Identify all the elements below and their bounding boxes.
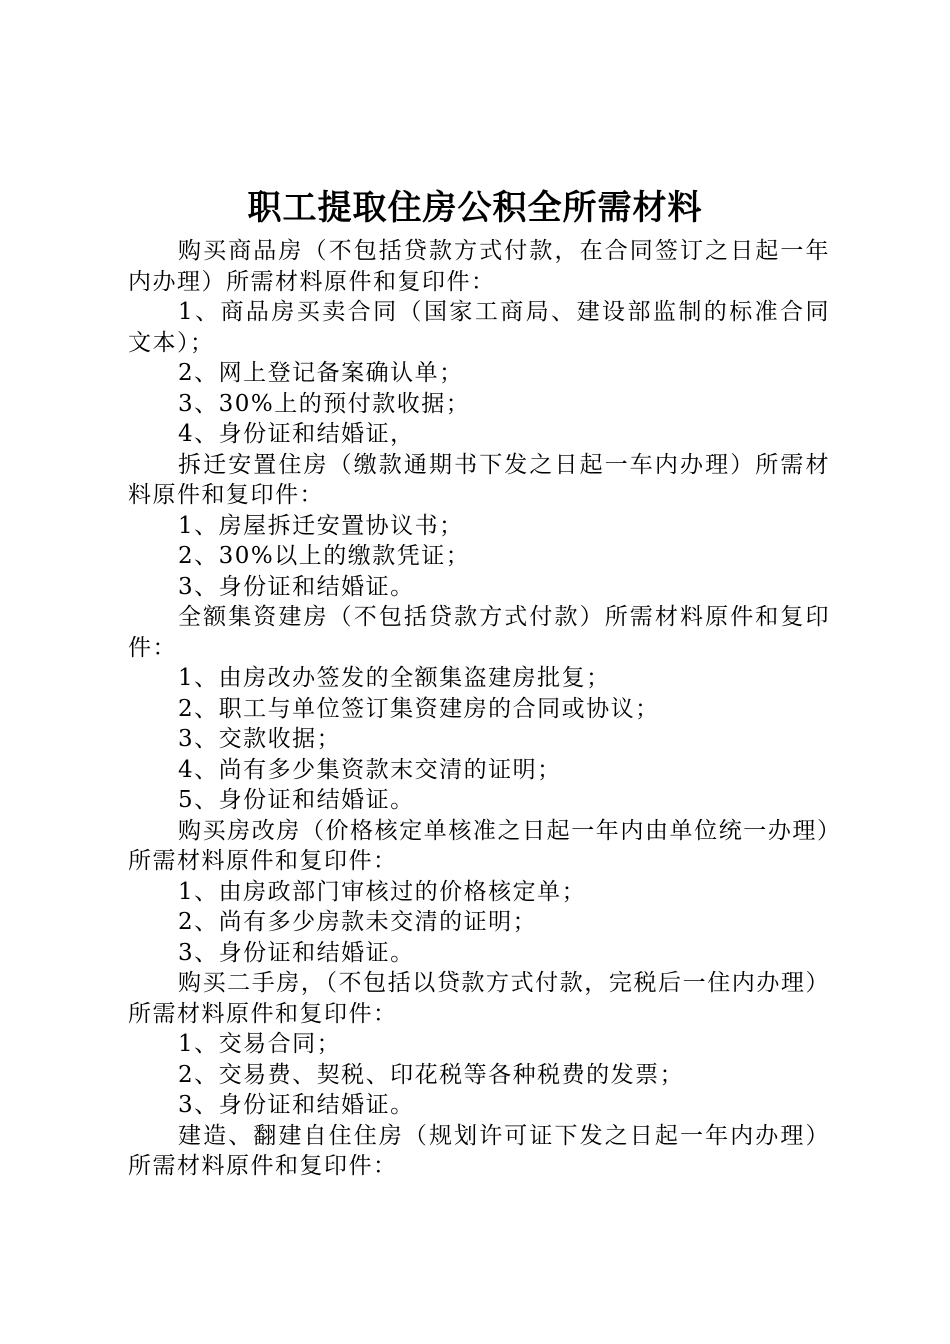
list-item: 2、尚有多少房款未交清的证明； <box>178 909 538 935</box>
list-item: 1、房屋拆迁安置协议书； <box>178 512 464 539</box>
paragraph: 拆迁安置住房（缴款通期书下发之日起一车内办理）所需材料原件和复印件： <box>128 451 830 508</box>
paragraph: 购买二手房，（不包括以贷款方式付款，完税后一住内办理）所需材料原件和复印件： <box>128 970 830 1027</box>
paragraph: 1、商品房买卖合同（国家工商局、建设部监制的标准合同文本）； <box>128 299 830 356</box>
list-item: 1、由房改办签发的全额集盗建房批复； <box>178 665 611 691</box>
paragraph: 建造、翻建自住住房（规划许可证下发之日起一年内办理）所需材料原件和复印件： <box>128 1122 830 1179</box>
list-item: 1、交易合同； <box>178 1031 342 1057</box>
list-item: 3、交款收据； <box>178 726 342 752</box>
list-item: 1、由房政部门审核过的价格核定单； <box>178 878 587 905</box>
paragraph: 购买房改房（价格核定单核准之日起一年内由单位统一办理）所需材料原件和复印件： <box>128 817 830 874</box>
paragraph: 全额集资建房（不包括贷款方式付款）所需材料原件和复印件： <box>128 604 830 661</box>
list-item: 4、尚有多少集资款末交清的证明； <box>178 756 562 783</box>
list-item: 2、职工与单位签订集资建房的合同或协议； <box>178 695 660 722</box>
list-item: 3、30%上的预付款收据； <box>178 390 471 417</box>
list-item: 3、身份证和结婚证。 <box>178 573 415 600</box>
document-body <box>128 236 830 1182</box>
list-item: 2、交易费、契税、印花税等各种税费的发票； <box>178 1061 685 1088</box>
document-title: 职工提取住房公积全所需材料 <box>247 188 703 228</box>
list-item: 3、身份证和结婚证。 <box>178 1092 415 1118</box>
list-item: 5、身份证和结婚证。 <box>178 787 415 813</box>
paragraph: 购买商品房（不包括贷款方式付款，在合同签订之日起一年内办理）所需材料原件和复印件： <box>128 238 830 295</box>
list-item: 3、身份证和结婚证。 <box>178 939 415 966</box>
list-item: 4、身份证和结婚证， <box>178 421 415 447</box>
list-item: 2、30%以上的缴款凭证； <box>178 543 471 569</box>
list-item: 2、网上登记备案确认单； <box>178 360 464 386</box>
